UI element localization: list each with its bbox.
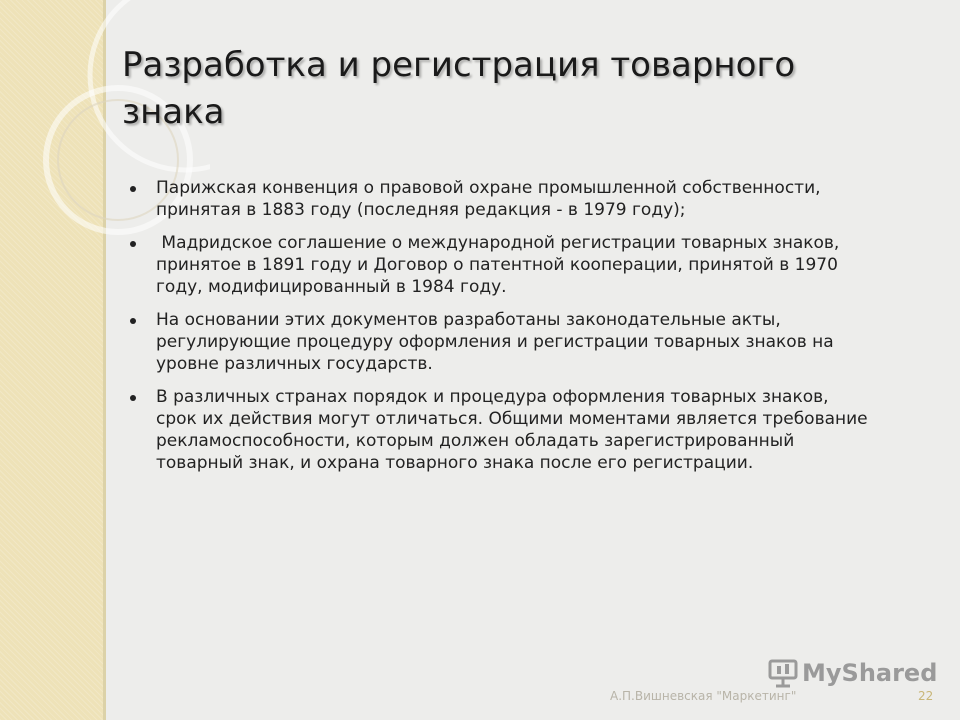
bullet-dot-icon	[130, 186, 136, 192]
list-item	[130, 177, 870, 221]
bullet-text: В различных странах порядок и процедура оформления товарных знаков, срок их действия могут отличаться. Общими моментами является требование рекламоспособности, которым должен обладать зарегистрированный товарный знак, и охрана товарного знака после его регистрации.	[156, 387, 868, 473]
watermark-text: MyShared	[802, 659, 938, 687]
footer-author: А.П.Вишневская "Маркетинг"	[610, 689, 797, 703]
watermark-logo	[768, 656, 937, 690]
bullet-text: Мадридское соглашение о международной регистрации товарных знаков, принятое в 1891 году и Договор о патентной кооперации, принятой в 1970 году, модифицированный в 1984 году.	[156, 233, 845, 297]
bullet-list	[130, 177, 870, 485]
decorative-left-band	[0, 0, 103, 720]
band-edge-divider	[103, 0, 106, 720]
page-number: 22	[918, 689, 934, 703]
bullet-dot-icon	[130, 395, 136, 401]
bullet-dot-icon	[130, 241, 136, 247]
bullet-dot-icon	[130, 318, 136, 324]
list-item	[130, 386, 870, 474]
presentation-board-icon	[768, 658, 798, 688]
bullet-text: Парижская конвенция о правовой охране промышленной собственности, принятая в 1883 году (последняя редакция - в 1979 году);	[156, 178, 821, 220]
bullet-text: На основании этих документов разработаны законодательные акты, регулирующие процедуру оформления и регистрации товарных знаков на уровне различных государств.	[156, 310, 834, 374]
slide-title: Разработка и регистрация товарного знака	[122, 45, 796, 132]
list-item	[130, 309, 870, 375]
list-item	[130, 232, 870, 298]
